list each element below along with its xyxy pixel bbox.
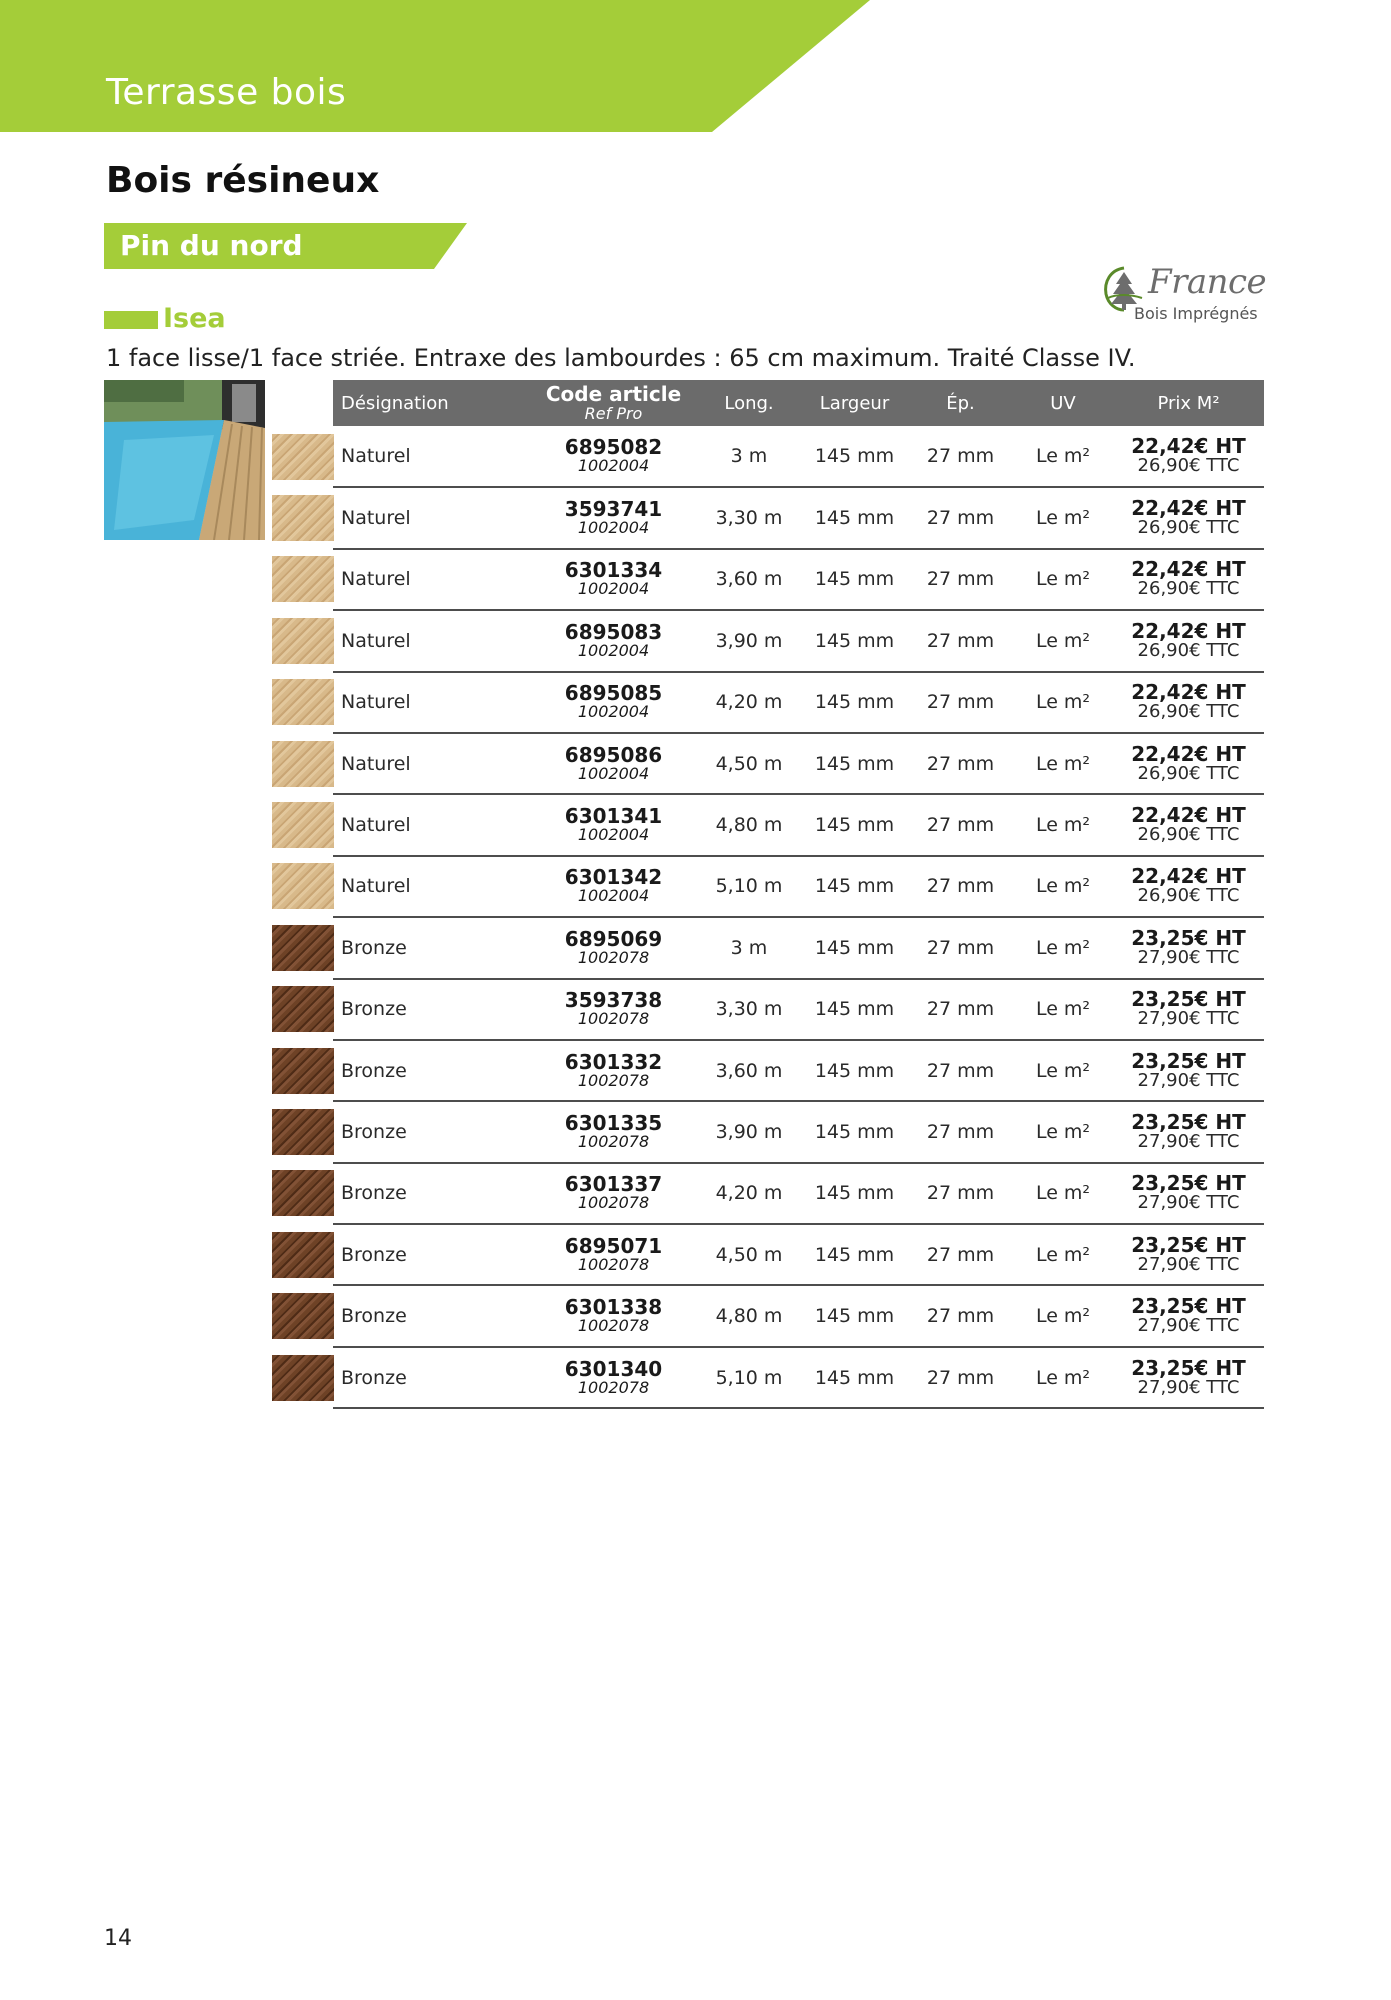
thickness-cell: 27 mm [908,733,1013,794]
thickness-cell: 27 mm [908,1163,1013,1224]
ref-pro-code: 1002078 [577,1070,650,1090]
designation-cell: Naturel [333,794,530,855]
swatch-cell [270,1101,333,1162]
price-ht: 23,25€ HT [1131,1048,1246,1073]
length-header: Long. [724,392,774,414]
length-cell: 5,10 m [697,856,801,917]
length-cell: 3 m [697,917,801,978]
wood-swatch-naturel [272,679,334,725]
product-description: 1 face lisse/1 face striée. Entraxe des lambourdes : 65 cm maximum. Traité Classe IV. [106,344,1136,372]
section-title: Bois résineux [106,160,380,201]
designation-cell: Bronze [333,1224,530,1285]
table-row [270,917,1264,978]
price-ttc: 27,90€ TTC [1137,1130,1240,1152]
length-cell: 3,60 m [697,1040,801,1101]
code-cell [530,610,697,671]
wood-swatch-naturel [272,556,334,602]
price-cell [1113,1347,1264,1408]
table-row [270,549,1264,610]
price-ttc: 26,90€ TTC [1137,517,1240,539]
article-code: 6301337 [564,1172,663,1197]
brand-name: France [1148,262,1267,302]
product-marker [104,311,158,329]
designation-header: Désignation [341,392,449,414]
category-title: Terrasse bois [106,72,347,113]
price-ttc: 27,90€ TTC [1137,1315,1240,1337]
code-cell [530,1101,697,1162]
code-cell [530,1347,697,1408]
width-cell: 145 mm [801,487,908,548]
ref-pro-code: 1002078 [577,1131,650,1151]
swatch-cell [270,487,333,548]
unit-cell: Le m² [1013,549,1113,610]
swatch-cell [270,1285,333,1346]
article-code: 6301341 [564,804,663,829]
article-code: 6895071 [564,1233,663,1258]
price-ht: 23,25€ HT [1131,1232,1246,1257]
code-cell [530,733,697,794]
swatch-cell [270,1347,333,1408]
price-header: Prix M² [1157,392,1220,414]
unit-cell: Le m² [1013,672,1113,733]
table-row [270,1101,1264,1162]
designation-cell: Naturel [333,610,530,671]
designation-cell: Bronze [333,1040,530,1101]
code-cell [530,794,697,855]
price-cell [1113,1224,1264,1285]
article-code: 6301335 [564,1110,663,1135]
product-name: Isea [163,303,226,334]
brand-tagline: Bois Imprégnés [1134,304,1258,323]
swatch-cell [270,610,333,671]
table-row [270,979,1264,1040]
article-code: 6301334 [564,558,663,583]
width-cell: 145 mm [801,1101,908,1162]
length-cell: 5,10 m [697,1347,801,1408]
price-cell [1113,549,1264,610]
price-cell [1113,426,1264,487]
swatch-cell [270,917,333,978]
price-ht: 22,42€ HT [1131,680,1246,705]
ref-pro-code: 1002004 [577,702,650,722]
length-cell: 3,30 m [697,487,801,548]
designation-cell: Bronze [333,1163,530,1224]
swatch-cell [270,856,333,917]
price-ht: 22,42€ HT [1131,741,1246,766]
code-cell [530,856,697,917]
length-cell: 3,30 m [697,979,801,1040]
code-header [530,380,697,426]
designation-cell: Bronze [333,917,530,978]
price-ttc: 27,90€ TTC [1137,1192,1240,1214]
article-code: 3593738 [564,988,663,1013]
width-cell: 145 mm [801,426,908,487]
width-cell: 145 mm [801,794,908,855]
article-code: 6301342 [564,865,663,890]
designation-cell: Naturel [333,549,530,610]
ref-pro-code: 1002078 [577,1254,650,1274]
length-cell: 4,80 m [697,1285,801,1346]
swatch-cell [270,1224,333,1285]
table-row [270,1224,1264,1285]
designation-cell: Bronze [333,1101,530,1162]
ref-pro-code: 1002078 [577,1193,650,1213]
length-cell: 4,80 m [697,794,801,855]
price-ht: 22,42€ HT [1131,557,1246,582]
wood-swatch-naturel [272,618,334,664]
table-row [270,856,1264,917]
wood-swatch-naturel [272,863,334,909]
length-cell: 3 m [697,426,801,487]
price-ttc: 26,90€ TTC [1137,455,1240,477]
thickness-cell: 27 mm [908,549,1013,610]
price-ttc: 26,90€ TTC [1137,885,1240,907]
ref-pro-code: 1002078 [577,947,650,967]
designation-cell: Bronze [333,1285,530,1346]
swatch-cell [270,733,333,794]
code-cell [530,549,697,610]
price-cell [1113,1040,1264,1101]
product-photo [104,380,265,540]
thickness-header: Ép. [946,392,975,414]
pool-deck-image [104,380,265,540]
table-row [270,487,1264,548]
code-cell [530,426,697,487]
table-row [270,672,1264,733]
thickness-cell: 27 mm [908,426,1013,487]
price-ttc: 26,90€ TTC [1137,824,1240,846]
product-table-wrap [270,380,1264,1409]
ref-pro-code: 1002078 [577,1316,650,1336]
swatch-header [270,380,333,426]
wood-swatch-bronze [272,1048,334,1094]
unit-cell: Le m² [1013,426,1113,487]
unit-cell: Le m² [1013,917,1113,978]
swatch-cell [270,672,333,733]
designation-cell: Naturel [333,733,530,794]
price-ht: 22,42€ HT [1131,618,1246,643]
subtitle-text: Pin du nord [120,229,303,262]
length-cell: 4,50 m [697,1224,801,1285]
price-ht: 23,25€ HT [1131,1171,1246,1196]
swatch-cell [270,1163,333,1224]
thickness-cell: 27 mm [908,1040,1013,1101]
table-row [270,426,1264,487]
price-cell [1113,733,1264,794]
unit-cell: Le m² [1013,1101,1113,1162]
thickness-cell: 27 mm [908,1347,1013,1408]
price-ht: 23,25€ HT [1131,1109,1246,1134]
table-body [270,426,1264,1408]
length-cell: 3,60 m [697,549,801,610]
unit-cell: Le m² [1013,733,1113,794]
thickness-cell: 27 mm [908,1285,1013,1346]
ref-pro-code: 1002004 [577,579,650,599]
price-cell [1113,1285,1264,1346]
table-header [270,380,1264,426]
ref-pro-code: 1002004 [577,640,650,660]
wood-swatch-naturel [272,495,334,541]
price-cell [1113,610,1264,671]
wood-swatch-bronze [272,1293,334,1339]
swatch-cell [270,979,333,1040]
width-cell: 145 mm [801,672,908,733]
price-ht: 22,42€ HT [1131,803,1246,828]
ref-pro-code: 1002004 [577,456,650,476]
unit-cell: Le m² [1013,794,1113,855]
thickness-cell: 27 mm [908,979,1013,1040]
code-header-main: Code article [545,382,682,406]
price-cell [1113,979,1264,1040]
thickness-cell: 27 mm [908,1101,1013,1162]
ref-pro-code: 1002004 [577,825,650,845]
wood-swatch-bronze [272,1355,334,1401]
price-ht: 23,25€ HT [1131,1294,1246,1319]
width-cell: 145 mm [801,979,908,1040]
table-row [270,733,1264,794]
wood-swatch-naturel [272,434,334,480]
width-cell: 145 mm [801,917,908,978]
brand-logo [1100,262,1266,334]
ref-pro-code: 1002004 [577,763,650,783]
unit-cell: Le m² [1013,979,1113,1040]
article-code: 6301340 [564,1356,663,1381]
code-cell [530,1163,697,1224]
length-cell: 3,90 m [697,610,801,671]
page-number: 14 [104,1926,132,1951]
wood-swatch-bronze [272,1232,334,1278]
wood-swatch-naturel [272,741,334,787]
ref-pro-code: 1002004 [577,886,650,906]
price-ht: 23,25€ HT [1131,987,1246,1012]
code-cell [530,1224,697,1285]
thickness-cell: 27 mm [908,856,1013,917]
thickness-cell: 27 mm [908,487,1013,548]
table-row [270,1040,1264,1101]
price-cell [1113,672,1264,733]
product-table [270,380,1264,1409]
price-ttc: 26,90€ TTC [1137,762,1240,784]
code-header-sub: Ref Pro [584,404,643,423]
width-cell: 145 mm [801,1285,908,1346]
designation-cell: Naturel [333,672,530,733]
swatch-cell [270,426,333,487]
unit-cell: Le m² [1013,1285,1113,1346]
article-code: 3593741 [564,497,663,522]
unit-cell: Le m² [1013,1347,1113,1408]
unit-cell: Le m² [1013,1040,1113,1101]
thickness-cell: 27 mm [908,1224,1013,1285]
price-cell [1113,917,1264,978]
swatch-cell [270,794,333,855]
designation-cell: Naturel [333,487,530,548]
price-cell [1113,794,1264,855]
article-code: 6895083 [564,619,663,644]
designation-cell: Naturel [333,426,530,487]
price-ht: 23,25€ HT [1131,925,1246,950]
article-code: 6301332 [564,1049,663,1074]
price-ttc: 26,90€ TTC [1137,578,1240,600]
code-cell [530,1040,697,1101]
wood-swatch-naturel [272,802,334,848]
width-cell: 145 mm [801,1224,908,1285]
width-cell: 145 mm [801,549,908,610]
price-ttc: 27,90€ TTC [1137,1008,1240,1030]
swatch-cell [270,549,333,610]
unit-cell: Le m² [1013,856,1113,917]
table-row [270,794,1264,855]
price-cell [1113,487,1264,548]
swatch-cell [270,1040,333,1101]
code-cell [530,487,697,548]
unit-cell: Le m² [1013,610,1113,671]
length-cell: 4,50 m [697,733,801,794]
code-cell [530,672,697,733]
ref-pro-code: 1002004 [577,518,650,538]
designation-cell: Naturel [333,856,530,917]
wood-swatch-bronze [272,925,334,971]
table-row [270,1163,1264,1224]
length-cell: 4,20 m [697,672,801,733]
article-code: 6895085 [564,681,663,706]
wood-swatch-bronze [272,986,334,1032]
article-code: 6895086 [564,742,663,767]
table-row [270,1347,1264,1408]
thickness-cell: 27 mm [908,610,1013,671]
price-ttc: 27,90€ TTC [1137,946,1240,968]
table-row [270,1285,1264,1346]
price-cell [1113,856,1264,917]
wood-swatch-bronze [272,1109,334,1155]
width-header: Largeur [819,392,890,414]
width-cell: 145 mm [801,1163,908,1224]
table-row [270,610,1264,671]
designation-cell: Bronze [333,1347,530,1408]
wood-swatch-bronze [272,1170,334,1216]
length-cell: 4,20 m [697,1163,801,1224]
thickness-cell: 27 mm [908,917,1013,978]
price-cell [1113,1101,1264,1162]
price-cell [1113,1163,1264,1224]
article-code: 6301338 [564,1295,663,1320]
ref-pro-code: 1002078 [577,1377,650,1397]
code-cell [530,979,697,1040]
width-cell: 145 mm [801,1347,908,1408]
price-ttc: 27,90€ TTC [1137,1253,1240,1275]
price-ht: 23,25€ HT [1131,1355,1246,1380]
unit-cell: Le m² [1013,1224,1113,1285]
length-cell: 3,90 m [697,1101,801,1162]
price-ht: 22,42€ HT [1131,434,1246,459]
article-code: 6895069 [564,926,663,951]
designation-cell: Bronze [333,979,530,1040]
price-ttc: 27,90€ TTC [1137,1069,1240,1091]
unit-cell: Le m² [1013,1163,1113,1224]
price-ht: 22,42€ HT [1131,864,1246,889]
thickness-cell: 27 mm [908,672,1013,733]
code-cell [530,1285,697,1346]
width-cell: 145 mm [801,856,908,917]
thickness-cell: 27 mm [908,794,1013,855]
unit-cell: Le m² [1013,487,1113,548]
price-ttc: 26,90€ TTC [1137,639,1240,661]
width-cell: 145 mm [801,610,908,671]
width-cell: 145 mm [801,733,908,794]
width-cell: 145 mm [801,1040,908,1101]
price-ttc: 27,90€ TTC [1137,1376,1240,1398]
price-ttc: 26,90€ TTC [1137,701,1240,723]
unit-header: UV [1050,392,1076,414]
code-cell [530,917,697,978]
price-ht: 22,42€ HT [1131,496,1246,521]
ref-pro-code: 1002078 [577,1009,650,1029]
article-code: 6895082 [564,435,663,460]
